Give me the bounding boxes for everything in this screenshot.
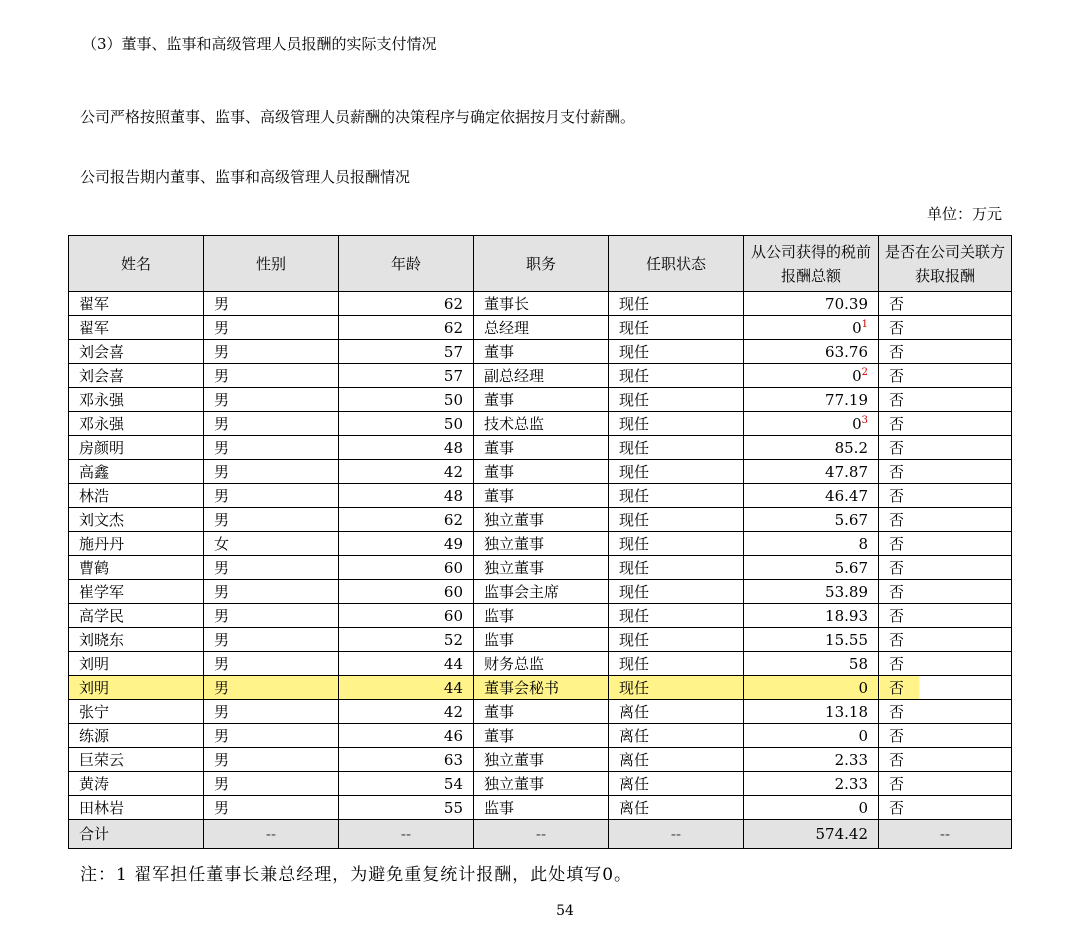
cell-gender: 男 [204,796,339,820]
cell-age: 62 [339,292,474,316]
cell-gender: 男 [204,316,339,340]
header-gender: 性别 [204,236,339,292]
cell-compensation [744,580,879,604]
cell-related-party: 否 [879,724,1012,748]
cell-compensation [744,652,879,676]
cell-position: 董事 [474,724,609,748]
header-related-party-compensation: 是否在公司关联方获取报酬 [879,236,1012,292]
cell-gender: 男 [204,412,339,436]
cell-status: 离任 [609,796,744,820]
cell-position: 财务总监 [474,652,609,676]
cell-related-party: 否 [879,700,1012,724]
cell-compensation [744,460,879,484]
cell-age: 57 [339,364,474,388]
cell-compensation [744,796,879,820]
cell-related-party: 否 [879,484,1012,508]
table-row [69,748,1012,772]
cell-status: 现任 [609,388,744,412]
cell-related-party: 否 [879,292,1012,316]
cell-name: 刘会喜 [69,364,204,388]
cell-age: 46 [339,724,474,748]
cell-status: 现任 [609,316,744,340]
cell-status: 离任 [609,724,744,748]
cell-position: 董事 [474,388,609,412]
cell-status: 现任 [609,412,744,436]
cell-gender: 男 [204,748,339,772]
table-row [69,772,1012,796]
cell-related-party: 否 [879,340,1012,364]
cell-status: 现任 [609,556,744,580]
cell-position: 总经理 [474,316,609,340]
cell-name: 田林岩 [69,796,204,820]
table-row [69,460,1012,484]
table-row [69,796,1012,820]
cell-age: 48 [339,436,474,460]
cell-name: 高学民 [69,604,204,628]
cell-position: 副总经理 [474,364,609,388]
cell-status: 离任 [609,772,744,796]
cell-compensation [744,484,879,508]
total-status: -- [609,820,744,849]
cell-related-party: 否 [879,364,1012,388]
compensation-table [68,235,1012,849]
cell-position: 董事 [474,484,609,508]
table-row [69,532,1012,556]
table-row [69,316,1012,340]
compensation-value: 47.87 [825,462,868,481]
cell-position: 董事 [474,700,609,724]
cell-compensation [744,604,879,628]
compensation-value: 53.89 [825,582,868,601]
compensation-value: 18.93 [825,606,868,625]
cell-name: 翟军 [69,292,204,316]
table-row [69,388,1012,412]
compensation-value: 85.2 [834,438,868,457]
cell-age: 62 [339,508,474,532]
policy-paragraph: 公司严格按照董事、监事、高级管理人员薪酬的决策程序与确定依据按月支付薪酬。 [80,108,636,126]
cell-status: 离任 [609,700,744,724]
cell-gender: 男 [204,700,339,724]
cell-gender: 男 [204,652,339,676]
cell-compensation [744,748,879,772]
table-row [69,700,1012,724]
cell-name: 曹鹤 [69,556,204,580]
total-label: 合计 [69,820,204,849]
cell-age: 63 [339,748,474,772]
cell-status: 现任 [609,604,744,628]
header-position: 职务 [474,236,609,292]
cell-compensation [744,724,879,748]
cell-related-party: 否 [879,556,1012,580]
table-row [69,484,1012,508]
total-position: -- [474,820,609,849]
cell-position: 独立董事 [474,508,609,532]
table-row [69,604,1012,628]
cell-gender: 男 [204,628,339,652]
compensation-value: 46.47 [825,486,868,505]
cell-gender: 男 [204,436,339,460]
cell-status: 现任 [609,460,744,484]
cell-name: 练源 [69,724,204,748]
table-row [69,652,1012,676]
cell-age: 52 [339,628,474,652]
cell-age: 42 [339,460,474,484]
cell-related-party: 否 [879,652,1012,676]
table-row [69,724,1012,748]
table-row [69,412,1012,436]
cell-gender: 男 [204,772,339,796]
cell-related-party: 否 [879,460,1012,484]
cell-position: 董事长 [474,292,609,316]
cell-position: 董事会秘书 [474,676,609,700]
compensation-value: 77.19 [825,390,868,409]
compensation-value: 2.33 [834,774,868,793]
cell-age: 60 [339,556,474,580]
cell-status: 现任 [609,580,744,604]
cell-status: 现任 [609,364,744,388]
compensation-value: 63.76 [825,342,868,361]
page-number: 54 [556,903,574,919]
cell-status: 现任 [609,292,744,316]
footnote-marker: 2 [861,366,868,378]
cell-age: 54 [339,772,474,796]
cell-name: 刘会喜 [69,340,204,364]
cell-gender: 男 [204,676,339,700]
cell-compensation [744,772,879,796]
compensation-value: 0 [852,414,862,433]
compensation-value: 0 [852,366,862,385]
table-row [69,628,1012,652]
compensation-value: 0 [852,318,862,337]
cell-age: 50 [339,388,474,412]
header-status: 任职状态 [609,236,744,292]
cell-position: 董事 [474,340,609,364]
cell-name: 高鑫 [69,460,204,484]
cell-age: 60 [339,580,474,604]
cell-position: 监事 [474,796,609,820]
cell-compensation [744,628,879,652]
cell-compensation [744,388,879,412]
cell-compensation [744,292,879,316]
cell-name: 邓永强 [69,388,204,412]
cell-age: 60 [339,604,474,628]
table-header-row [69,236,1012,292]
cell-gender: 男 [204,724,339,748]
cell-position: 独立董事 [474,772,609,796]
cell-position: 独立董事 [474,556,609,580]
cell-name: 刘晓东 [69,628,204,652]
cell-name: 翟军 [69,316,204,340]
compensation-value: 0 [858,726,868,745]
cell-age: 55 [339,796,474,820]
compensation-value: 15.55 [825,630,868,649]
total-related-party: -- [879,820,1012,849]
cell-name: 施丹丹 [69,532,204,556]
footnote: 注：1 翟军担任董事长兼总经理，为避免重复统计报酬，此处填写0。 [80,865,633,885]
cell-related-party: 否 [879,532,1012,556]
cell-name: 林浩 [69,484,204,508]
cell-gender: 男 [204,580,339,604]
compensation-value: 58 [848,654,868,673]
cell-compensation [744,364,879,388]
cell-related-party: 否 [879,388,1012,412]
cell-position: 董事 [474,460,609,484]
cell-name: 黄涛 [69,772,204,796]
cell-position: 监事 [474,628,609,652]
cell-name: 张宁 [69,700,204,724]
table-row [69,292,1012,316]
cell-status: 现任 [609,676,744,700]
cell-age: 49 [339,532,474,556]
header-age: 年龄 [339,236,474,292]
cell-related-party: 否 [879,436,1012,460]
total-gender: -- [204,820,339,849]
table-body [69,292,1012,820]
cell-related-party: 否 [879,796,1012,820]
compensation-value: 2.33 [834,750,868,769]
footnote-marker: 1 [861,318,868,330]
cell-age: 42 [339,700,474,724]
table-row [69,364,1012,388]
cell-related-party: 否 [879,676,1012,700]
cell-status: 现任 [609,628,744,652]
cell-compensation [744,412,879,436]
header-pretax-compensation: 从公司获得的税前报酬总额 [744,236,879,292]
table-row [69,580,1012,604]
cell-compensation [744,676,879,700]
cell-age: 44 [339,652,474,676]
cell-status: 现任 [609,652,744,676]
compensation-value: 5.67 [834,510,868,529]
compensation-value: 0 [858,798,868,817]
cell-compensation [744,340,879,364]
cell-related-party: 否 [879,580,1012,604]
cell-status: 现任 [609,508,744,532]
cell-gender: 男 [204,460,339,484]
footnote-marker: 3 [861,414,868,426]
total-row [69,820,1012,849]
cell-related-party: 否 [879,604,1012,628]
cell-position: 独立董事 [474,532,609,556]
total-compensation: 574.42 [744,820,879,849]
compensation-value: 0 [858,678,868,697]
cell-age: 44 [339,676,474,700]
cell-gender: 男 [204,292,339,316]
cell-compensation [744,700,879,724]
cell-related-party: 否 [879,508,1012,532]
compensation-value: 5.67 [834,558,868,577]
cell-status: 现任 [609,340,744,364]
cell-related-party: 否 [879,628,1012,652]
cell-status: 现任 [609,436,744,460]
cell-age: 50 [339,412,474,436]
cell-age: 48 [339,484,474,508]
cell-related-party: 否 [879,412,1012,436]
unit-label: 单位：万元 [926,205,1002,223]
compensation-value: 8 [858,534,868,553]
section-heading: （3）董事、监事和高级管理人员报酬的实际支付情况 [82,35,437,53]
cell-name: 刘明 [69,676,204,700]
cell-status: 现任 [609,484,744,508]
cell-position: 独立董事 [474,748,609,772]
cell-compensation [744,316,879,340]
cell-position: 监事会主席 [474,580,609,604]
total-age: -- [339,820,474,849]
table-row [69,340,1012,364]
table-row [69,436,1012,460]
cell-position: 技术总监 [474,412,609,436]
cell-gender: 男 [204,508,339,532]
cell-compensation [744,556,879,580]
compensation-value: 70.39 [825,294,868,313]
cell-related-party: 否 [879,772,1012,796]
table-caption: 公司报告期内董事、监事和高级管理人员报酬情况 [80,168,411,186]
cell-gender: 男 [204,556,339,580]
cell-age: 62 [339,316,474,340]
cell-gender: 男 [204,604,339,628]
cell-status: 离任 [609,748,744,772]
cell-position: 监事 [474,604,609,628]
cell-gender: 男 [204,484,339,508]
table-row [69,556,1012,580]
cell-name: 刘文杰 [69,508,204,532]
cell-status: 现任 [609,532,744,556]
cell-name: 邓永强 [69,412,204,436]
cell-age: 57 [339,340,474,364]
cell-compensation [744,508,879,532]
cell-position: 董事 [474,436,609,460]
table-row [69,676,1012,700]
cell-compensation [744,532,879,556]
cell-name: 刘明 [69,652,204,676]
cell-name: 崔学军 [69,580,204,604]
compensation-value: 13.18 [825,702,868,721]
cell-related-party: 否 [879,316,1012,340]
cell-compensation [744,436,879,460]
cell-gender: 男 [204,340,339,364]
table-row [69,508,1012,532]
cell-gender: 女 [204,532,339,556]
cell-related-party: 否 [879,748,1012,772]
header-name: 姓名 [69,236,204,292]
cell-name: 巨荣云 [69,748,204,772]
cell-gender: 男 [204,388,339,412]
cell-gender: 男 [204,364,339,388]
cell-name: 房颜明 [69,436,204,460]
